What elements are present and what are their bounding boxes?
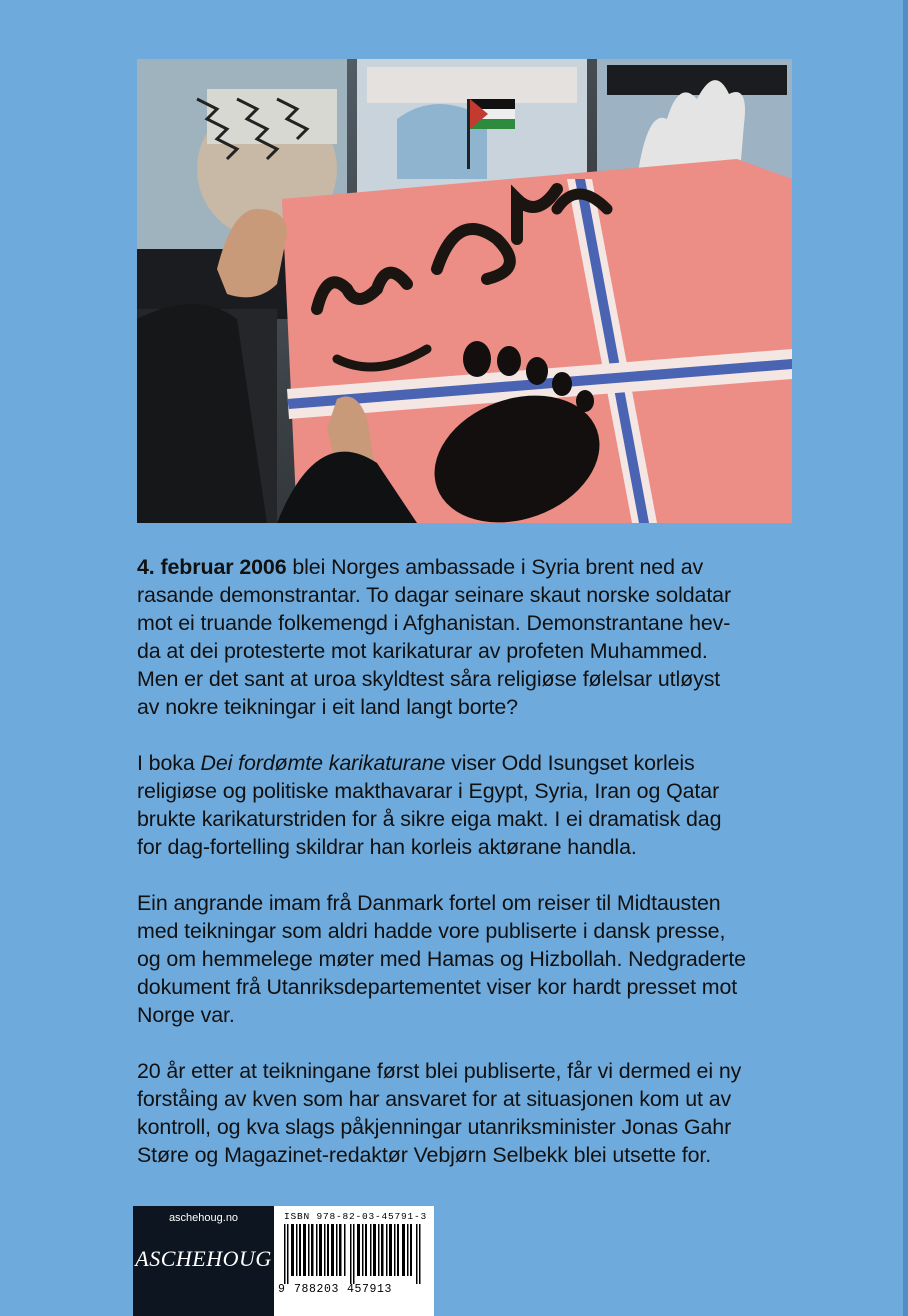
protest-photo-norwegian-flag-icon (137, 59, 792, 523)
isbn-barcode (274, 1206, 434, 1316)
barcode-digit-first: 9 (278, 1283, 286, 1296)
paragraph-2-after: viser Odd Isungset korleis religiøse og politiske makthavarar i Egypt, Syria, Iran og Qatar brukte karikaturstriden for å sikre eiga makt. I ei dramatisk dag for dag-fortelling skildrar han korleis aktørane handla. (137, 751, 722, 859)
publisher-logo: ASCHEHOUG (135, 1246, 272, 1271)
back-cover-text (137, 553, 797, 1197)
barcode-digits-right: 457913 (347, 1283, 393, 1296)
paragraph-1 (137, 553, 797, 721)
cover-photo (137, 59, 792, 523)
spine-edge (903, 0, 908, 1316)
barcode-icon (284, 1224, 424, 1284)
lead-date: 4. februar 2006 (137, 555, 287, 579)
book-title: Dei fordømte karikaturane (200, 751, 446, 775)
paragraph-1-text: blei Norges ambassade i Syria brent ned av rasande demonstrantar. To dagar seinare skaut norske soldatar mot ei truande folkemengd i Afghanistan. Demonstrantane hev- da at dei protesterte mot karikaturar av profeten Muhammed. Men er det sant at uroa skyldtest såra religiøse følelsar utløyst av nokre teikningar i eit land langt borte? (137, 555, 731, 719)
publisher-url[interactable]: aschehoug.no (168, 1212, 239, 1224)
paragraph-3: Ein angrande imam frå Danmark fortel om reiser til Midtausten med teikningar som aldri hadde vore publiserte i dansk presse, og om hemmelege møter med Hamas og Hizbollah. Nedgraderte dokument frå Utanriksdepartementet viser kor hardt presset mot Norge var. (137, 891, 746, 1027)
barcode-digits-left: 788203 (294, 1283, 340, 1296)
paragraph-4: 20 år etter at teikningane først blei publiserte, får vi dermed ei ny forståing av kven som har ansvaret for at situasjonen kom ut av kontroll, og kva slags påkjenningar utanriksminister Jonas Gahr Støre og Magazinet-redaktør Vebjørn Selbekk blei utsette for. (137, 1059, 742, 1167)
publisher-box (133, 1206, 274, 1316)
barcode-digits (278, 1283, 430, 1296)
paragraph-2-before: I boka (137, 751, 201, 775)
isbn-label: ISBN 978-82-03-45791-3 (284, 1211, 428, 1222)
paragraph-2 (137, 749, 797, 861)
